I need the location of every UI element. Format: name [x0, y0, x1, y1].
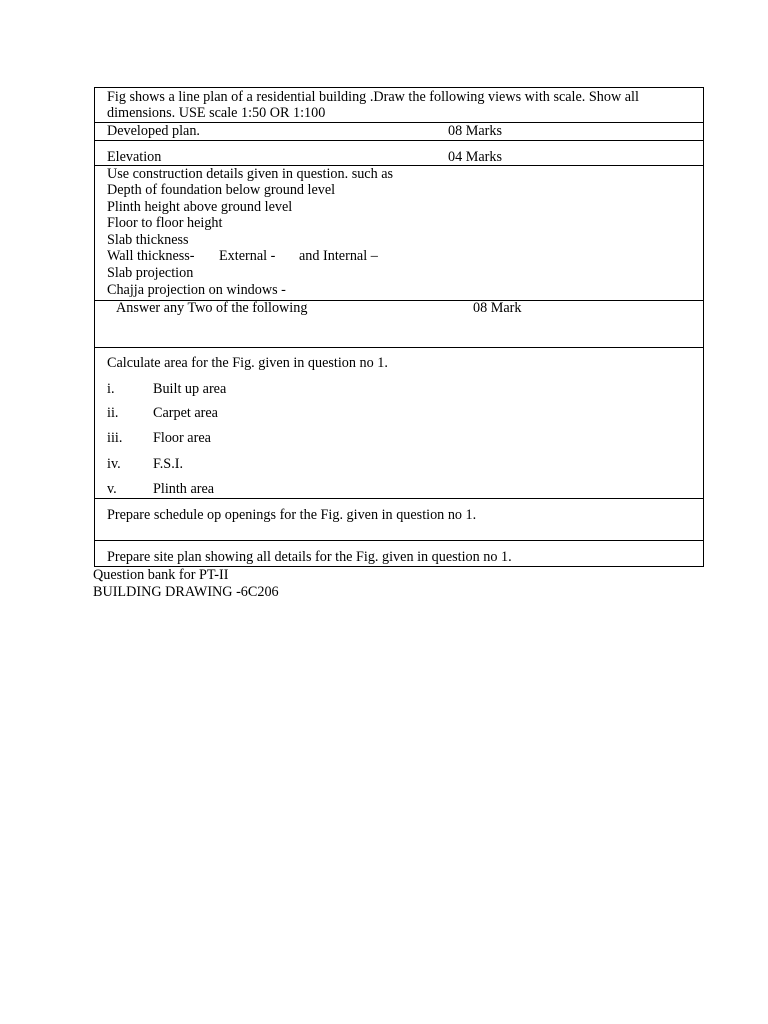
construction-item: Depth of foundation below ground level [107, 182, 336, 198]
footer-course-title: BUILDING DRAWING -6C206 [93, 584, 279, 600]
area-item-label: F.S.I. [153, 456, 184, 472]
construction-item: Slab thickness [107, 232, 189, 248]
intro-line-2: dimensions. USE scale 1:50 OR 1:100 [107, 105, 326, 121]
area-item-number: iii. [107, 430, 123, 446]
schedule-question: Prepare schedule op openings for the Fig. given in question no 1. [107, 507, 477, 523]
answer-any-instruction: Answer any Two of the following [116, 300, 308, 316]
area-item-number: i. [107, 381, 115, 397]
construction-item: Slab projection [107, 265, 194, 281]
area-item-label: Built up area [153, 381, 227, 397]
wall-thickness-internal: and Internal – [299, 248, 378, 264]
table-divider [94, 540, 704, 541]
answer-any-marks: 08 Mark [473, 300, 522, 316]
table-border-top [94, 87, 704, 88]
area-item-number: v. [107, 481, 117, 497]
construction-item: Chajja projection on windows - [107, 282, 286, 298]
construction-heading: Use construction details given in question. such as [107, 166, 394, 182]
view-elevation: Elevation [107, 149, 162, 165]
area-item-number: ii. [107, 405, 119, 421]
view-developed-plan: Developed plan. [107, 123, 200, 139]
construction-item: Plinth height above ground level [107, 199, 293, 215]
table-divider [94, 140, 704, 141]
area-question: Calculate area for the Fig. given in question no 1. [107, 355, 388, 371]
construction-item: Floor to floor height [107, 215, 223, 231]
table-divider [94, 347, 704, 348]
area-item-number: iv. [107, 456, 121, 472]
view-developed-plan-marks: 08 Marks [448, 123, 502, 139]
site-plan-question: Prepare site plan showing all details for the Fig. given in question no 1. [107, 549, 512, 565]
intro-line-1: Fig shows a line plan of a residential building .Draw the following views with scale. Show all [107, 89, 639, 105]
wall-thickness-external: External - [219, 248, 276, 264]
area-item-label: Carpet area [153, 405, 218, 421]
area-item-label: Floor area [153, 430, 211, 446]
footer-question-bank: Question bank for PT-II [93, 567, 229, 583]
table-divider [94, 498, 704, 499]
view-elevation-marks: 04 Marks [448, 149, 502, 165]
area-item-label: Plinth area [153, 481, 215, 497]
wall-thickness-label: Wall thickness- [107, 248, 195, 264]
